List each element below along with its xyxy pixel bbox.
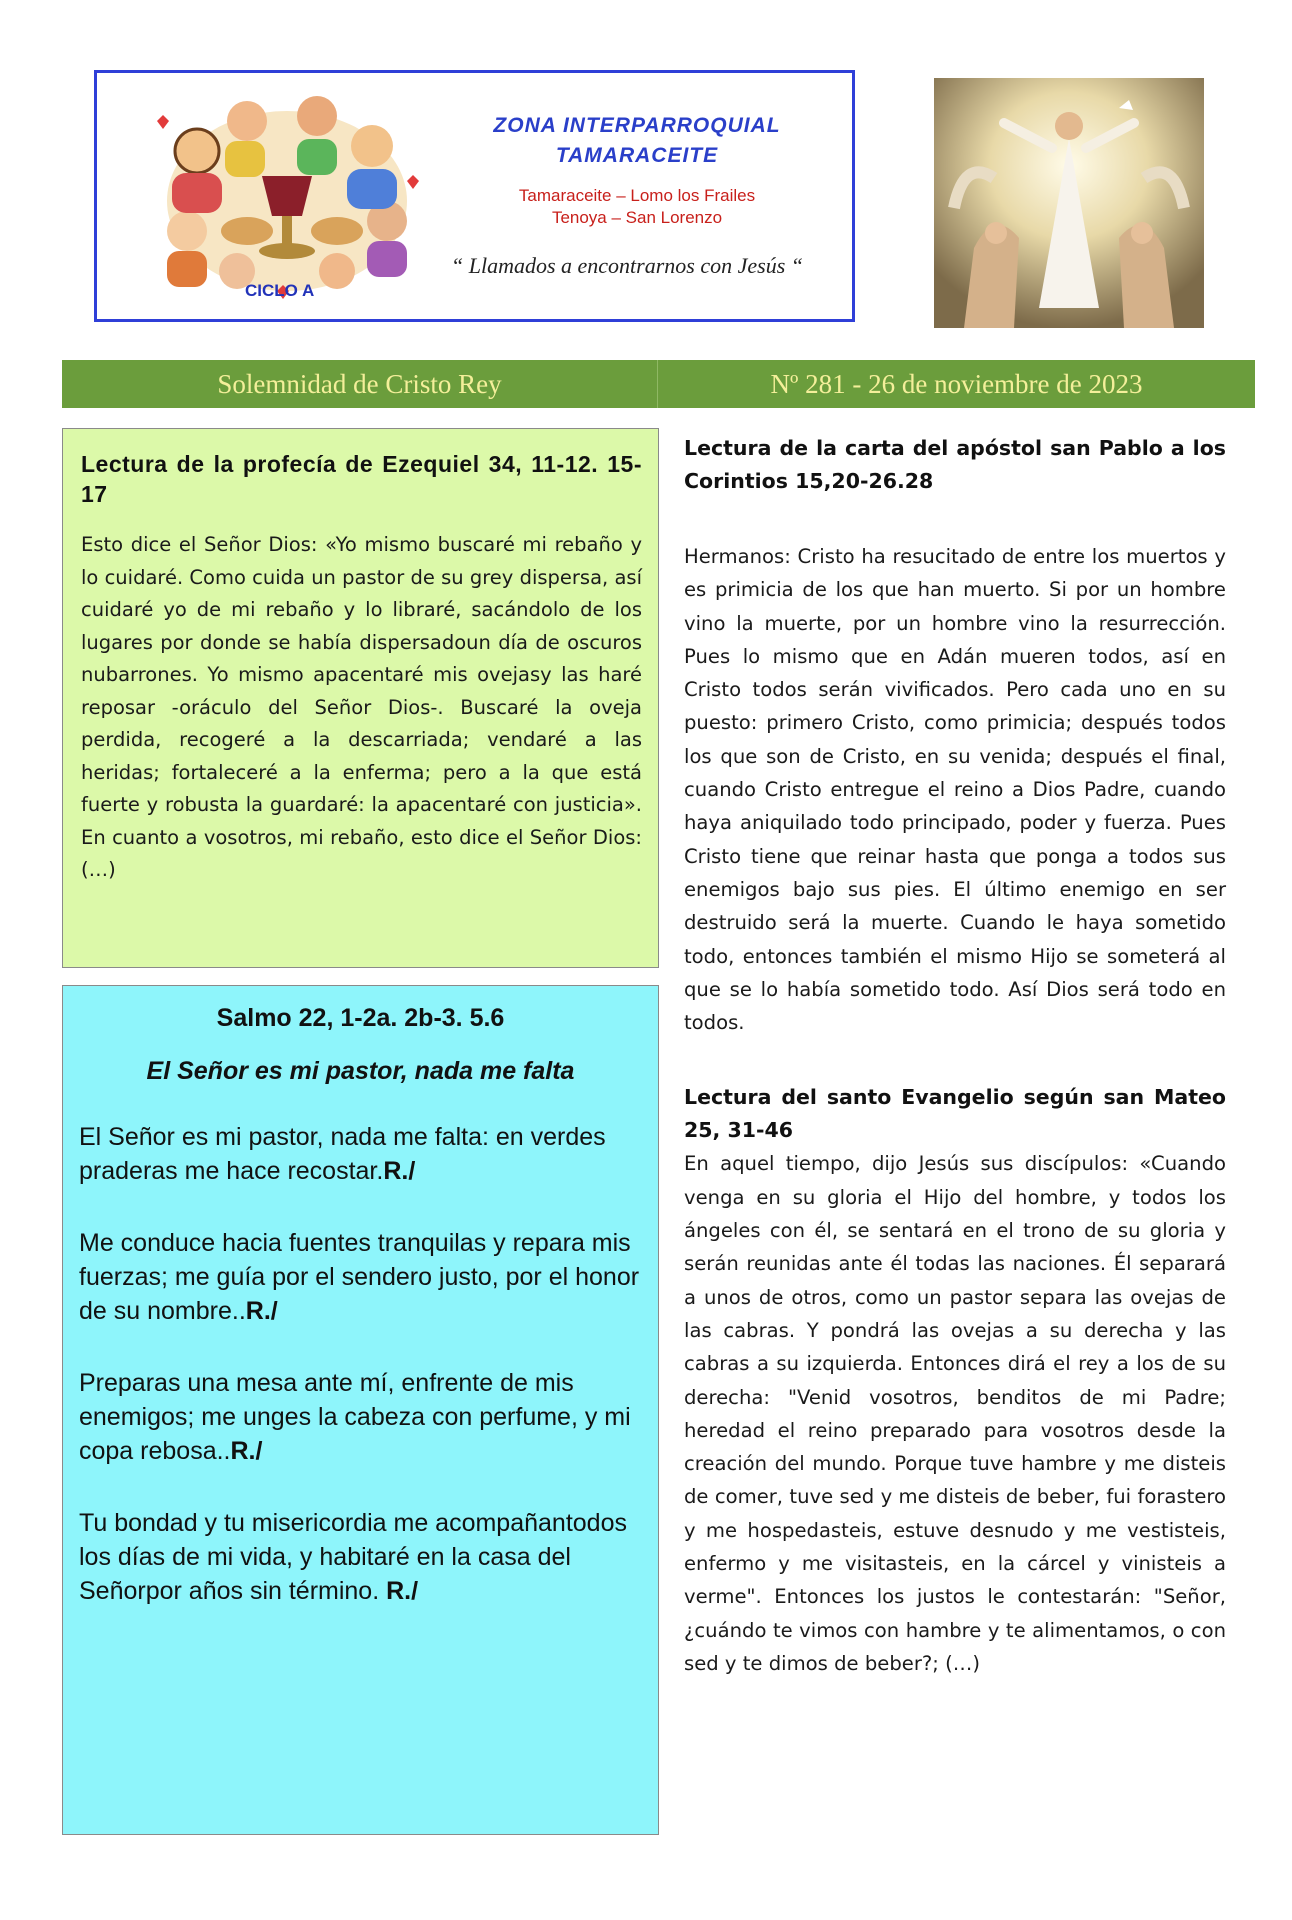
issue-date: Nº 281 - 26 de noviembre de 2023 [770, 369, 1143, 399]
towns [437, 185, 837, 229]
psalm-title: Salmo 22, 1-2a. 2b-3. 5.6 [216, 1004, 505, 1032]
ezequiel-body: Esto dice el Señor Dios: «Yo mismo buscaré mi rebaño y lo cuidaré. Como cuida un pastor de su grey dispersa, así cuidaré yo de mi rebaño y lo libraré, sacándolo de los lugares por donde se había dispersadoun día de oscuros nubarrones. Yo mismo apacentaré mis ovejasy las haré reposar -oráculo del Señor Dios-. Buscaré la oveja perdida, recogeré a la descarriada; vendaré a las heridas; fortaleceré a la enferma; pero a la que está fuerte y robusta la guardaré: la apacentaré con justicia». En cuanto a vosotros, mi rebaño, esto dice el Señor Dios: (…) [81, 533, 642, 881]
title-bar [62, 360, 1255, 408]
community-illustration [137, 81, 432, 301]
ezequiel-reading [62, 428, 659, 968]
solemnity-title: Solemnidad de Cristo Rey [62, 360, 658, 408]
psalm-stanza [77, 1506, 644, 1608]
psalm-stanza [77, 1366, 644, 1468]
zone-title-line2: TAMARACEITE [555, 144, 719, 167]
pablo-body: Hermanos: Cristo ha resucitado de entre los muertos y es primicia de los que han muerto. Si por un hombre vino la muerte, por un hombre vino la resurrección. Pues lo mismo que en Adán mueren todos, así en Cristo todos serán vivificados. Pero cada uno en su puesto: primero Cristo, como primicia; después todos los que son de Cristo, en su venida; después el final, cuando Cristo entregue el reino a Dios Padre, cuando haya aniquilado todo principado, poder y fuerza. Pues Cristo tiene que reinar hasta que ponga a todos sus enemigos bajo sus pies. El último enemigo en ser destruido será la muerte. Cuando le haya sometido todo, entonces también el mismo Hijo se someterá al que se lo había sometido todo. Así Dios será todo en todos. [684, 545, 1226, 1035]
zone-title [437, 111, 837, 171]
ezequiel-heading: Lectura de la profecía de Ezequiel 34, 11-12. 15-17 [81, 451, 642, 507]
psalm-stanza [77, 1120, 644, 1188]
psalm-refrain-mark: R./ [245, 1297, 278, 1325]
psalm-stanza [77, 1226, 644, 1328]
zone-title-line1: ZONA INTERPARROQUIAL [493, 114, 781, 137]
motto: “ Llamados a encontrarnos con Jesús “ [450, 253, 803, 278]
towns-line2: Tenoya – San Lorenzo [551, 208, 723, 227]
psalm-stanza-text: Tu bondad y tu misericordia me acompañantodos los días de mi vida, y habitaré en la casa del Señorpor años sin término. [79, 1509, 627, 1605]
psalm-refrain-mark: R./ [230, 1437, 263, 1465]
gospel-reading [684, 1081, 1226, 1680]
psalm-refrain-mark: R./ [386, 1577, 419, 1605]
psalm-response: El Señor es mi pastor, nada me falta [146, 1057, 575, 1085]
psalm-box [62, 985, 659, 1835]
towns-line1: Tamaraceite – Lomo los Frailes [518, 186, 756, 205]
risen-christ-image [934, 78, 1204, 328]
ciclo-label: CICLO A [245, 281, 315, 300]
right-column [684, 432, 1226, 1680]
parish-header [94, 70, 855, 322]
gospel-heading: Lectura del santo Evangelio según san Mateo 25, 31-46 [684, 1085, 1226, 1143]
gospel-body: En aquel tiempo, dijo Jesús sus discípulos: «Cuando venga en su gloria el Hijo del hombre, y todos los ángeles con él, se sentará en el trono de su gloria y serán reunidas ante él todas las naciones. Él separará a unos de otros, como un pastor separa las ovejas de las cabras. Y pondrá las ovejas a su derecha y las cabras a su izquierda. Entonces dirá el rey a los de su derecha: "Venid vosotros, benditos de mi Padre; heredad el reino preparado para vosotros desde la creación del mundo. Porque tuve hambre y me disteis de comer, tuve sed y me disteis de beber, fui forastero y me hospedasteis, estuve desnudo y me vestisteis, enfermo y me visitasteis, en la cárcel y vinisteis a verme". Entonces los justos le contestarán: "Señor, ¿cuándo te vimos con hambre y te alimentamos, o con sed y te dimos de beber?; (…) [684, 1152, 1226, 1675]
psalm-stanza-text: El Señor es mi pastor, nada me falta: en verdes praderas me hace recostar. [79, 1123, 606, 1185]
psalm-stanza-text: Preparas una mesa ante mí, enfrente de mis enemigos; me unges la cabeza con perfume, y mi copa rebosa.. [79, 1369, 631, 1465]
psalm-stanza-text: Me conduce hacia fuentes tranquilas y repara mis fuerzas; me guía por el sendero justo, por el honor de su nombre.. [79, 1229, 640, 1325]
psalm-refrain-mark: R./ [383, 1157, 416, 1185]
pablo-reading [684, 432, 1226, 1039]
pablo-heading: Lectura de la carta del apóstol san Pablo a los Corintios 15,20-26.28 [684, 436, 1226, 493]
